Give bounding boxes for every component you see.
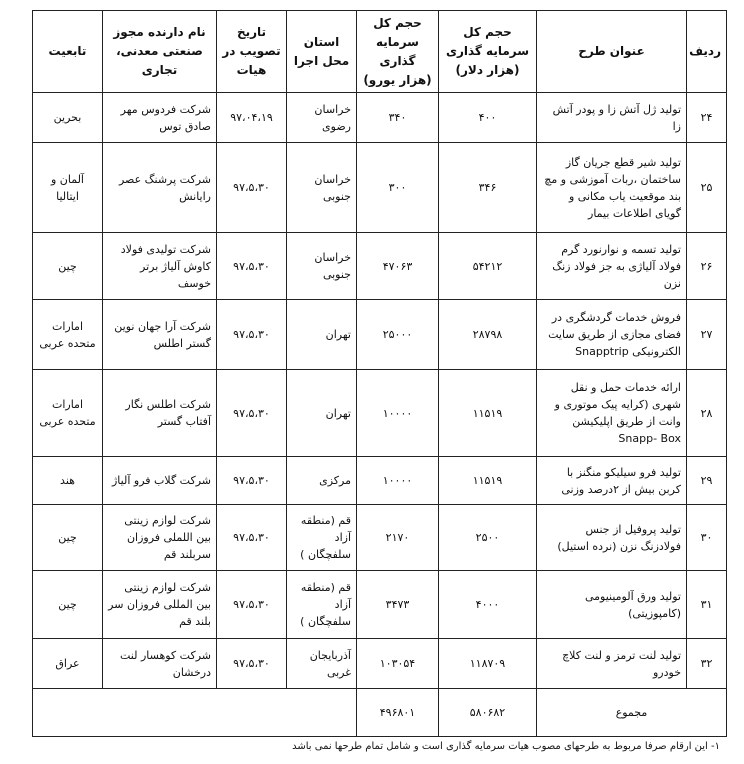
total-investment-eur: ۴۹۶۸۰۱	[357, 689, 439, 737]
table-row	[33, 300, 727, 370]
cell-investment-eur: ۳۴۰	[357, 93, 439, 143]
table-row	[33, 639, 727, 689]
header-investment-usd: حجم کل سرمایه گذاری (هزار دلار)	[439, 11, 537, 93]
cell-investment-usd: ۵۴۲۱۲	[439, 233, 537, 300]
cell-approval-date: ۹۷،۵،۳۰	[217, 370, 287, 457]
cell-investment-usd: ۳۴۶	[439, 143, 537, 233]
cell-approval-date: ۹۷،۵،۳۰	[217, 300, 287, 370]
cell-province: قم (منطقه آزاد سلفچگان )	[287, 571, 357, 639]
cell-project-title: تولید ژل آتش زا و پودر آتش زا	[537, 93, 687, 143]
header-project-title: عنوان طرح	[537, 11, 687, 93]
cell-investment-eur: ۳۰۰	[357, 143, 439, 233]
cell-investment-eur: ۲۵۰۰۰	[357, 300, 439, 370]
cell-investment-eur: ۱۰۰۰۰	[357, 370, 439, 457]
cell-row-no: ۲۶	[687, 233, 727, 300]
cell-investment-usd: ۴۰۰۰	[439, 571, 537, 639]
cell-row-no: ۲۸	[687, 370, 727, 457]
header-nationality: تابعیت	[33, 11, 103, 93]
cell-province: خراسان جنوبی	[287, 143, 357, 233]
cell-province: خراسان جنوبی	[287, 233, 357, 300]
cell-approval-date: ۹۷،۵،۳۰	[217, 505, 287, 571]
cell-row-no: ۲۷	[687, 300, 727, 370]
cell-license-holder: شرکت لوازم زینتی بین المللی فروزان سر بلند قم	[103, 571, 217, 639]
cell-license-holder: شرکت تولیدی فولاد کاوش آلیاژ برتر خوسف	[103, 233, 217, 300]
cell-investment-usd: ۱۱۵۱۹	[439, 457, 537, 505]
cell-approval-date: ۹۷،۰۴،۱۹	[217, 93, 287, 143]
table-row	[33, 505, 727, 571]
cell-province: آذربایجان غربی	[287, 639, 357, 689]
cell-investment-eur: ۱۰۰۰۰	[357, 457, 439, 505]
cell-nationality: بحرین	[33, 93, 103, 143]
total-empty-cell	[33, 689, 357, 737]
cell-row-no: ۲۵	[687, 143, 727, 233]
table-row	[33, 370, 727, 457]
cell-province: خراسان رضوی	[287, 93, 357, 143]
table-row	[33, 93, 727, 143]
footnote: ۱- این ارقام صرفا مربوط به طرحهای مصوب هیات سرمایه گذاری است و شامل تمام طرحها نمی باشد	[292, 741, 720, 752]
cell-approval-date: ۹۷،۵،۳۰	[217, 143, 287, 233]
cell-investment-eur: ۲۱۷۰	[357, 505, 439, 571]
cell-nationality: چین	[33, 571, 103, 639]
cell-approval-date: ۹۷،۵،۳۰	[217, 233, 287, 300]
header-row	[33, 11, 727, 93]
cell-license-holder: شرکت گلاب فرو آلیاژ	[103, 457, 217, 505]
cell-nationality: آلمان و ایتالیا	[33, 143, 103, 233]
cell-project-title: فروش خدمات گردشگری در فضای مجازی از طریق سایت الکترونیکی Snapptrip	[537, 300, 687, 370]
cell-province: قم (منطقه آزاد سلفچگان )	[287, 505, 357, 571]
header-approval-date: تاریخ تصویب در هیات	[217, 11, 287, 93]
cell-province: تهران	[287, 300, 357, 370]
cell-investment-eur: ۱۰۳۰۵۴	[357, 639, 439, 689]
header-investment-eur: حجم کل سرمایه گذاری (هزار یورو)	[357, 11, 439, 93]
cell-nationality: چین	[33, 505, 103, 571]
cell-project-title: تولید شیر قطع جریان گاز ساختمان ،ربات آموزشی و مچ بند موقعیت یاب مکانی و گویای اطلاعات بیمار	[537, 143, 687, 233]
cell-row-no: ۲۹	[687, 457, 727, 505]
cell-investment-usd: ۱۱۸۷۰۹	[439, 639, 537, 689]
cell-investment-eur: ۳۴۷۳	[357, 571, 439, 639]
cell-row-no: ۲۴	[687, 93, 727, 143]
total-row	[33, 689, 727, 737]
cell-nationality: چین	[33, 233, 103, 300]
cell-project-title: ارائه خدمات حمل و نقل شهری (کرایه پیک موتوری و وانت از طریق اپلیکیشن Snapp- Box	[537, 370, 687, 457]
cell-approval-date: ۹۷،۵،۳۰	[217, 457, 287, 505]
cell-province: مرکزی	[287, 457, 357, 505]
cell-license-holder: شرکت اطلس نگار آفتاب گستر	[103, 370, 217, 457]
cell-nationality: عراق	[33, 639, 103, 689]
total-investment-usd: ۵۸۰۶۸۲	[439, 689, 537, 737]
header-row-no: ردیف	[687, 11, 727, 93]
table-row	[33, 571, 727, 639]
cell-license-holder: شرکت آرا جهان نوین گستر اطلس	[103, 300, 217, 370]
cell-row-no: ۳۱	[687, 571, 727, 639]
cell-license-holder: شرکت فردوس مهر صادق توس	[103, 93, 217, 143]
cell-license-holder: شرکت کوهسار لنت درخشان	[103, 639, 217, 689]
cell-approval-date: ۹۷،۵،۳۰	[217, 571, 287, 639]
table-row	[33, 233, 727, 300]
total-label: مجموع	[537, 689, 727, 737]
cell-investment-eur: ۴۷۰۶۳	[357, 233, 439, 300]
cell-project-title: تولید تسمه و نوارنورد گرم فولاد آلیاژی به جز فولاد زنگ نزن	[537, 233, 687, 300]
cell-license-holder: شرکت پرشنگ عصر رایانش	[103, 143, 217, 233]
cell-investment-usd: ۲۸۷۹۸	[439, 300, 537, 370]
cell-project-title: تولید ورق آلومینیومی (کامپوزیتی)	[537, 571, 687, 639]
cell-nationality: امارات متحده عربی	[33, 370, 103, 457]
cell-nationality: امارات متحده عربی	[33, 300, 103, 370]
cell-row-no: ۳۲	[687, 639, 727, 689]
cell-project-title: تولید پروفیل از جنس فولادزنگ نزن (نرده استیل)	[537, 505, 687, 571]
header-license-holder: نام دارنده مجوز صنعتی معدنی، تجاری	[103, 11, 217, 93]
cell-project-title: تولید لنت ترمز و لنت کلاچ خودرو	[537, 639, 687, 689]
cell-license-holder: شرکت لوازم زینتی بین اللملی فروزان سربلند قم	[103, 505, 217, 571]
investment-table	[32, 10, 727, 737]
cell-project-title: تولید فرو سیلیکو منگنز با کربن بیش از ۲درصد وزنی	[537, 457, 687, 505]
cell-approval-date: ۹۷،۵،۳۰	[217, 639, 287, 689]
cell-investment-usd: ۴۰۰	[439, 93, 537, 143]
cell-nationality: هند	[33, 457, 103, 505]
cell-investment-usd: ۱۱۵۱۹	[439, 370, 537, 457]
header-province: استان محل اجرا	[287, 11, 357, 93]
table-row	[33, 143, 727, 233]
table-row	[33, 457, 727, 505]
cell-row-no: ۳۰	[687, 505, 727, 571]
cell-investment-usd: ۲۵۰۰	[439, 505, 537, 571]
cell-province: تهران	[287, 370, 357, 457]
